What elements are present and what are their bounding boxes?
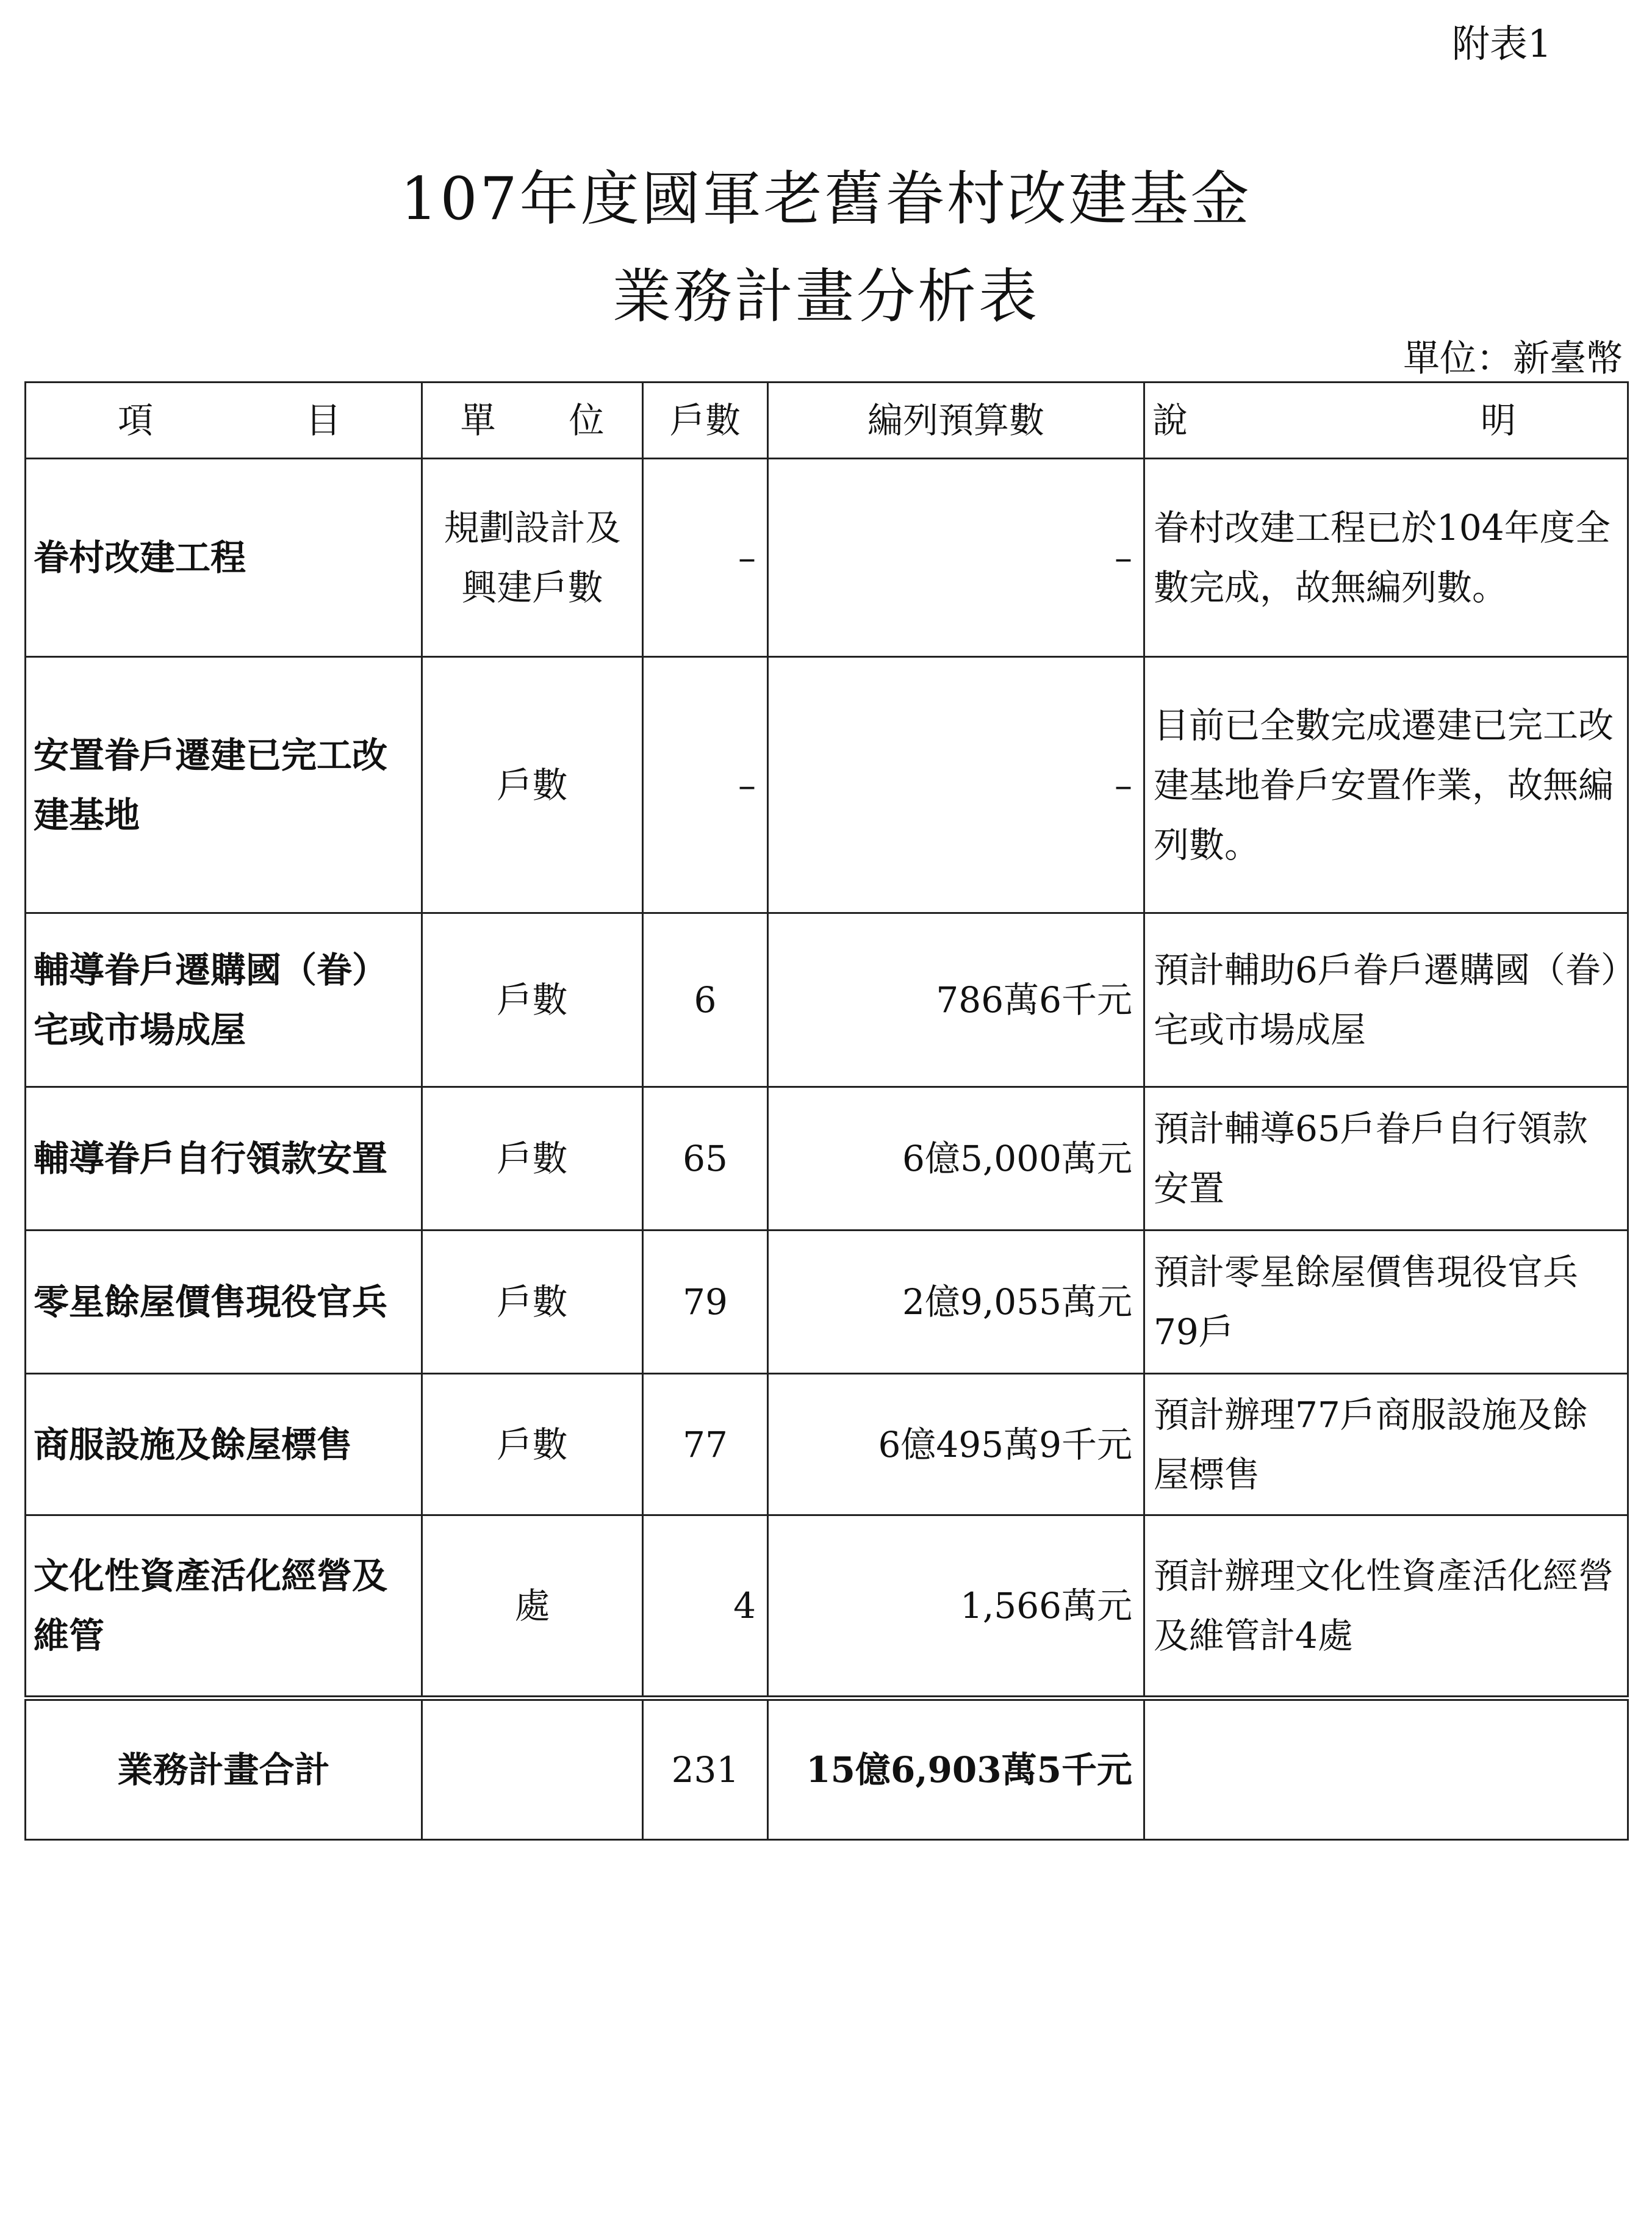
row-households: 4 — [643, 1515, 768, 1698]
row-budget: – — [768, 459, 1144, 657]
row-unit: 戶數 — [422, 657, 643, 913]
row-description: 目前已全數完成遷建已完工改建基地眷戶安置作業，故無編列數。 — [1144, 657, 1628, 913]
row-households: – — [643, 657, 768, 913]
table-row — [26, 1515, 1628, 1698]
row-budget: 1,566萬元 — [768, 1515, 1144, 1698]
header-item: 項 目 — [26, 383, 422, 459]
total-unit — [422, 1698, 643, 1840]
row-description: 預計零星餘屋價售現役官兵79戶 — [1144, 1231, 1628, 1374]
header-unit: 單 位 — [422, 383, 643, 459]
table-row — [26, 913, 1628, 1087]
header-row — [26, 383, 1628, 459]
total-budget: 15億6,903萬5千元 — [768, 1698, 1144, 1840]
page-subtitle: 業務計畫分析表 — [612, 262, 1040, 331]
row-item: 輔導眷戶自行領款安置 — [26, 1087, 422, 1231]
row-unit: 處 — [422, 1515, 643, 1698]
total-label: 業務計畫合計 — [26, 1698, 422, 1840]
row-description: 眷村改建工程已於104年度全數完成，故無編列數。 — [1144, 459, 1628, 657]
appendix-label: 附表1 — [1452, 21, 1552, 66]
row-households: – — [643, 459, 768, 657]
row-budget: – — [768, 657, 1144, 913]
currency-unit-note: 單位：新臺幣 — [1403, 337, 1623, 380]
row-unit: 戶數 — [422, 1374, 643, 1515]
total-description — [1144, 1698, 1628, 1840]
row-item: 安置眷戶遷建已完工改建基地 — [26, 657, 422, 913]
row-description: 預計輔導65戶眷戶自行領款安置 — [1144, 1087, 1628, 1231]
row-households: 77 — [643, 1374, 768, 1515]
table-row — [26, 1374, 1628, 1515]
row-unit: 規劃設計及興建戶數 — [422, 459, 643, 657]
row-unit: 戶數 — [422, 1087, 643, 1231]
header-description: 說 明 — [1144, 383, 1628, 459]
row-budget: 2億9,055萬元 — [768, 1231, 1144, 1374]
page-title: 107年度國軍老舊眷村改建基金 — [400, 165, 1252, 233]
header-households: 戶數 — [643, 383, 768, 459]
row-item: 輔導眷戶遷購國（眷）宅或市場成屋 — [26, 913, 422, 1087]
header-budget: 編列預算數 — [768, 383, 1144, 459]
row-item: 零星餘屋價售現役官兵 — [26, 1231, 422, 1374]
table-row — [26, 657, 1628, 913]
table-row — [26, 1231, 1628, 1374]
business-plan-table — [24, 381, 1629, 1841]
row-unit: 戶數 — [422, 1231, 643, 1374]
row-budget: 6億5,000萬元 — [768, 1087, 1144, 1231]
total-households: 231 — [643, 1698, 768, 1840]
row-households: 65 — [643, 1087, 768, 1231]
row-item: 眷村改建工程 — [26, 459, 422, 657]
row-households: 79 — [643, 1231, 768, 1374]
row-budget: 786萬6千元 — [768, 913, 1144, 1087]
row-item: 商服設施及餘屋標售 — [26, 1374, 422, 1515]
row-unit: 戶數 — [422, 913, 643, 1087]
table-row — [26, 459, 1628, 657]
row-description: 預計辦理77戶商服設施及餘屋標售 — [1144, 1374, 1628, 1515]
row-description: 預計輔助6戶眷戶遷購國（眷）宅或市場成屋 — [1144, 913, 1628, 1087]
table-row — [26, 1087, 1628, 1231]
row-budget: 6億495萬9千元 — [768, 1374, 1144, 1515]
row-description: 預計辦理文化性資產活化經營及維管計4處 — [1144, 1515, 1628, 1698]
total-row — [26, 1698, 1628, 1840]
row-households: 6 — [643, 913, 768, 1087]
row-item: 文化性資產活化經營及維管 — [26, 1515, 422, 1698]
